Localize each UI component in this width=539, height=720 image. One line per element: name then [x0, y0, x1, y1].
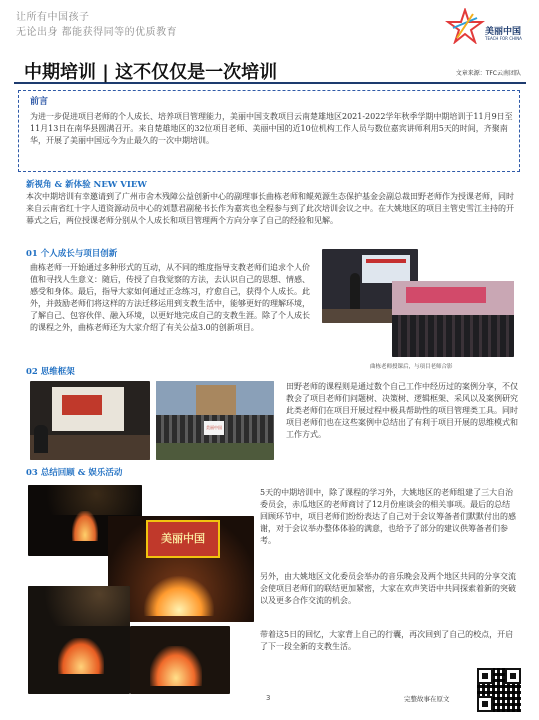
section1-text: 曲栋老师一开始通过多种形式的互动，从不同的维度指导支教老师们追求个人价值和寻找人生意义：随后，传授了自我觉察的方法，去认识自己的思想、情感、感受和身体。最后，指导大家如何通过正念练习，疗愈自己，获得个人成长。此外，并鼓励老师们将这样的方法迁移运用到支教生活中，能够更好的理解环境，了解自己、包容伙伴、融入环境，以更好地完成自己的支教生涯。除了个人成长的课程之外，曲栋老师还为大家介绍了有关公益3.0的创新项目。	[30, 263, 310, 332]
page-title: 中期培训 | 这不仅仅是一次培训	[24, 62, 278, 83]
section3-para1: 5天的中期培训中，除了课程的学习外，大姚地区的老师组建了三大自治委员会，赤瓜地区的老师商讨了12月份座谈会的相关事项。最后的总结回顾环节中，项目老师们纷纷表达了自己对于会议筹备者们默默付出的感谢，对于会议举办整体体验的满意，也给予了部分的建议供筹备者们参考。	[260, 488, 516, 545]
slogan-line-2: 无论出身 都能获得同等的优质教育	[16, 27, 178, 38]
logo-text: 美丽中国	[485, 27, 522, 37]
teach-for-china-logo	[445, 8, 525, 44]
campfire-photo-4	[130, 626, 230, 694]
star-logo-icon	[445, 8, 485, 44]
section3-heading: 03 总结回顾 & 娱乐活动	[26, 468, 123, 478]
group-banner: 美丽中国	[204, 421, 224, 435]
intro-text: 本次中期培训有幸邀请到了广州市舍木残障公益创新中心的副理事长曲栋老师和鲲苑源生态保护基金会副总裁田野老师作为授课老师，同时来自云南省红十字人道资源动员中心的刘慧君副秘书长作为嘉宾也全程参与到了此次培训会议之中。在大姚地区的项目主管史雪江主持的开幕式之后，两位授课老师分别从个人成长和项目管理两个方向分享了自己的经验和见解。	[26, 192, 514, 225]
section3-para3: 带着这5日的回忆，大家背上自己的行囊，再次回到了自己的校点，开启了下一段全新的支教生活。	[260, 630, 514, 651]
article-source: 文章来源：TFC云南团队	[455, 70, 521, 77]
preface-heading: 前言	[30, 97, 49, 107]
slogan-line-1: 让所有中国孩子	[16, 12, 90, 23]
preface-text: 为进一步促进项目老师的个人成长、培养项目管理能力，美丽中国支教项目云南楚雄地区2021-2022学年秋季学期中期培训于11月9日至11月13日在南华县圆满召开。来自楚雄地区的32位项目老师、美丽中国的近10位机构工作人员与数位嘉宾讲师利用5天的时间，齐聚南华，开展了美丽中国远今为止最久的一次中期培训。	[30, 112, 513, 145]
campfire-photo-3	[28, 586, 130, 694]
section2-heading: 02 思维框架	[26, 367, 75, 377]
page-number: 3	[266, 694, 271, 702]
qr-code-icon[interactable]	[477, 668, 521, 712]
logo-subtext: TEACH FOR CHINA	[485, 36, 522, 41]
section3-para2: 另外，由大姚地区文化委员会举办的音乐晚会及两个地区共同的分享交流会使项目老师们的联结更加紧密，大家在欢声笑语中共同探索着新的突破以及更多合作交流的机会。	[260, 572, 516, 605]
full-story-note[interactable]: 完整故事在原文	[404, 695, 450, 703]
presentation-photo	[30, 381, 150, 460]
outdoor-group-photo	[156, 381, 274, 460]
intro-heading: 新视角 & 新体验 NEW VIEW	[26, 180, 147, 190]
group-photo	[392, 281, 514, 357]
campfire-sign: 美丽中国	[146, 520, 220, 558]
section2-text: 田野老师的课程则是通过数个自己工作中经历过的案例分享，不仅教会了项目老师们问题树、决策树、逻辑框架、采风以及案例研究此类老师们在项目开展过程中极具帮助性的项目管理类工具。同时项目老师们也在这些案例中总结出了有利于项目开展的思维模式和工作方式。	[286, 382, 518, 439]
section1-photo-caption: 曲栋老师授课后，与项目老师合影	[370, 364, 453, 370]
section1-heading: 01 个人成长与项目创新	[26, 249, 118, 259]
header-slogan	[16, 10, 177, 40]
